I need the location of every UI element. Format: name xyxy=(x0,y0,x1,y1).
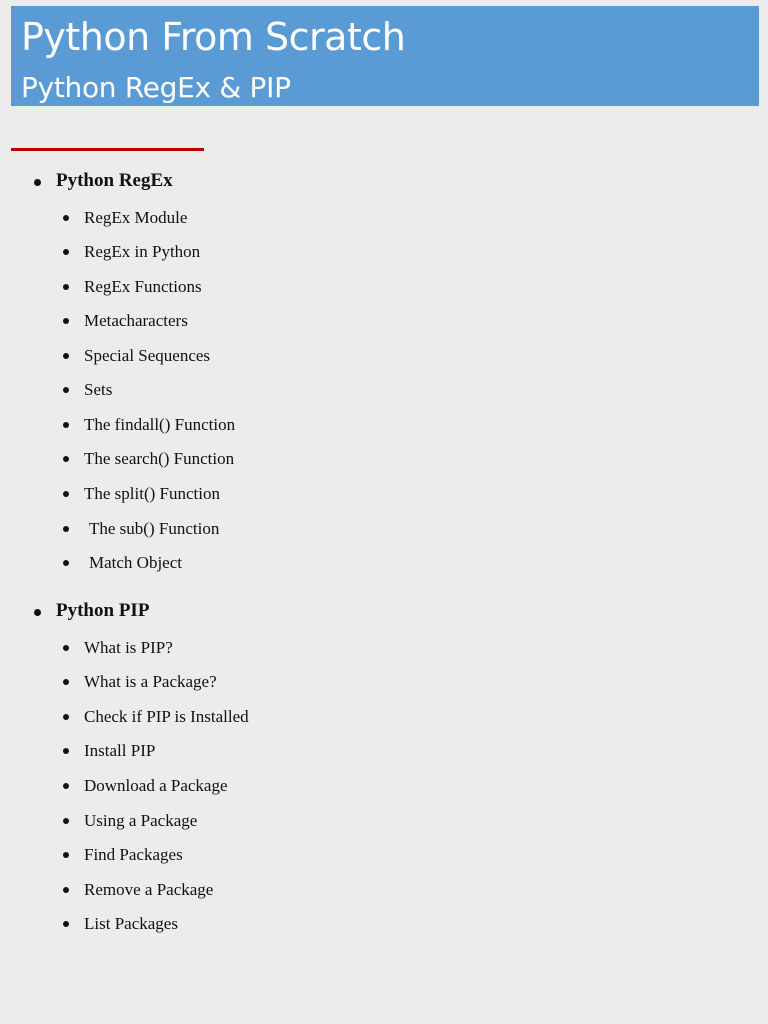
list-item-text: The search() Function xyxy=(84,449,235,468)
bullet-icon xyxy=(63,387,69,393)
bullet-icon xyxy=(63,318,69,324)
list-item xyxy=(89,518,219,540)
list-item xyxy=(84,276,202,298)
list-item-text: RegEx in Python xyxy=(84,242,201,261)
bullet-icon xyxy=(63,215,69,221)
list-item xyxy=(84,448,234,470)
section-heading-regex xyxy=(56,169,173,193)
list-item-text: RegEx Functions xyxy=(84,277,202,296)
list-item-text: RegEx Module xyxy=(84,208,188,227)
bullet-icon xyxy=(63,921,69,927)
list-item-text: Sets xyxy=(84,380,113,399)
bullet-icon xyxy=(63,818,69,824)
list-item xyxy=(84,775,228,797)
list-item-text: Using a Package xyxy=(84,811,198,830)
list-item xyxy=(84,310,188,332)
bullet-icon xyxy=(63,783,69,789)
list-item-text: The split() Function xyxy=(84,484,220,503)
bullet-icon xyxy=(63,353,69,359)
bullet-icon xyxy=(63,714,69,720)
list-item-text: The findall() Function xyxy=(84,415,236,434)
bullet-icon xyxy=(63,748,69,754)
list-item xyxy=(84,740,155,762)
list-item xyxy=(84,913,178,935)
bullet-icon xyxy=(63,887,69,893)
list-item-text: Check if PIP is Installed xyxy=(84,707,249,726)
list-item-text: List Packages xyxy=(84,914,178,933)
bullet-icon xyxy=(63,491,69,497)
list-item xyxy=(84,483,220,505)
list-item xyxy=(84,241,200,263)
section-heading-pip xyxy=(56,599,149,623)
list-item xyxy=(84,671,217,693)
title-banner xyxy=(11,6,759,106)
red-divider xyxy=(11,148,204,151)
list-item xyxy=(84,379,112,401)
list-item xyxy=(84,810,197,832)
list-item xyxy=(84,706,249,728)
list-item-text: Download a Package xyxy=(84,776,228,795)
section-heading-text: Python PIP xyxy=(56,600,150,621)
bullet-icon xyxy=(34,609,41,616)
bullet-icon xyxy=(34,179,41,186)
bullet-icon xyxy=(63,284,69,290)
bullet-icon xyxy=(63,422,69,428)
list-item xyxy=(84,207,187,229)
section-heading-text: Python RegEx xyxy=(56,170,173,191)
bullet-icon xyxy=(63,249,69,255)
list-item-text: Match Object xyxy=(89,553,182,572)
list-item xyxy=(84,345,210,367)
bullet-icon xyxy=(63,456,69,462)
list-item-text: Install PIP xyxy=(84,741,156,760)
list-item-text: What is a Package? xyxy=(84,672,217,691)
list-item-text: Special Sequences xyxy=(84,346,211,365)
list-item-text: Remove a Package xyxy=(84,880,214,899)
bullet-icon xyxy=(63,645,69,651)
bullet-icon xyxy=(63,560,69,566)
bullet-icon xyxy=(63,526,69,532)
list-item xyxy=(84,414,235,436)
bullet-icon xyxy=(63,679,69,685)
list-item xyxy=(84,844,183,866)
list-item-text: What is PIP? xyxy=(84,638,173,657)
list-item xyxy=(84,637,173,659)
list-item-text: Find Packages xyxy=(84,845,183,864)
page-title: Python From Scratch xyxy=(21,15,406,59)
list-item xyxy=(89,552,182,574)
list-item-text: The sub() Function xyxy=(89,519,220,538)
bullet-icon xyxy=(63,852,69,858)
list-item xyxy=(84,879,213,901)
list-item-text: Metacharacters xyxy=(84,311,188,330)
page-subtitle: Python RegEx & PIP xyxy=(21,71,291,104)
